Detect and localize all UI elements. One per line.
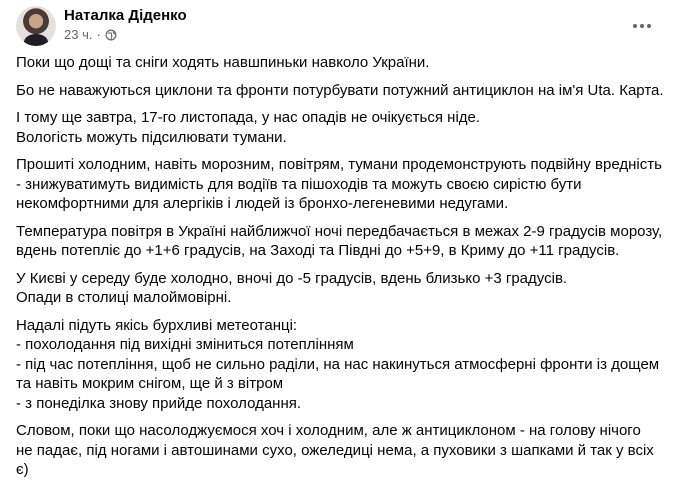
post-paragraph: Температура повітря в Україні найближчої ночі передбачається в межах 2-9 градусів морозу, вдень потепліє до +1+6 градусів, на Заході та Півдні до +5+9, в Криму до +11 градусів.	[16, 222, 663, 259]
more-options-icon[interactable]	[628, 12, 656, 40]
post-paragraph: І тому ще завтра, 17-го листопада, у нас опадів не очікується ніде. Вологість можуть підсилювати тумани.	[16, 109, 481, 146]
post-paragraph: У Києві у середу буде холодно, вночі до -5 градусів, вдень близько +3 градусів. Опади в столиці малоймовірні.	[16, 269, 568, 306]
post-timestamp[interactable]: 23 ч.	[64, 27, 93, 42]
post-paragraph: Словом, поки що насолоджуємося хоч і холодним, але ж антициклоном - на голову нічого не падає, під ногами і автошинами сухо, ожеледиці нема, а пуховики з шапками й так у всіх є)	[16, 422, 654, 478]
post-paragraph: Поки що дощі та сніги ходять навшпиньки навколо України.	[16, 54, 430, 71]
post-body	[16, 53, 666, 488]
post-meta	[64, 27, 117, 42]
post-header	[16, 6, 660, 46]
author-avatar[interactable]	[16, 6, 56, 46]
globe-icon[interactable]	[105, 29, 117, 41]
author-name[interactable]: Наталка Діденко	[64, 7, 187, 24]
post-paragraph: Прошиті холодним, навіть морозним, повітрям, тумани продемонструють подвійну вредність - знижуватимуть видимість для водіїв та пішоходів та можуть своєю сирістю бути некомфортними для алергіків і людей із бронхо-легеневими недугами.	[16, 156, 662, 212]
post-paragraph: Надалі підуть якісь бурхливі метеотанці: - похолодання під вихідні зміниться потеплінням - під час потепління, щоб не сильно раділи, на нас накинуться атмосферні фронти із дощем та навіть мокрим снігом, ще й з вітром - з понеділка знову прийде похолодання.	[16, 316, 660, 412]
meta-separator: ·	[96, 27, 101, 42]
post-paragraph: Бо не наважуються циклони та фронти потурбувати потужний антициклон на ім'я Uta. Карта.	[16, 81, 664, 99]
